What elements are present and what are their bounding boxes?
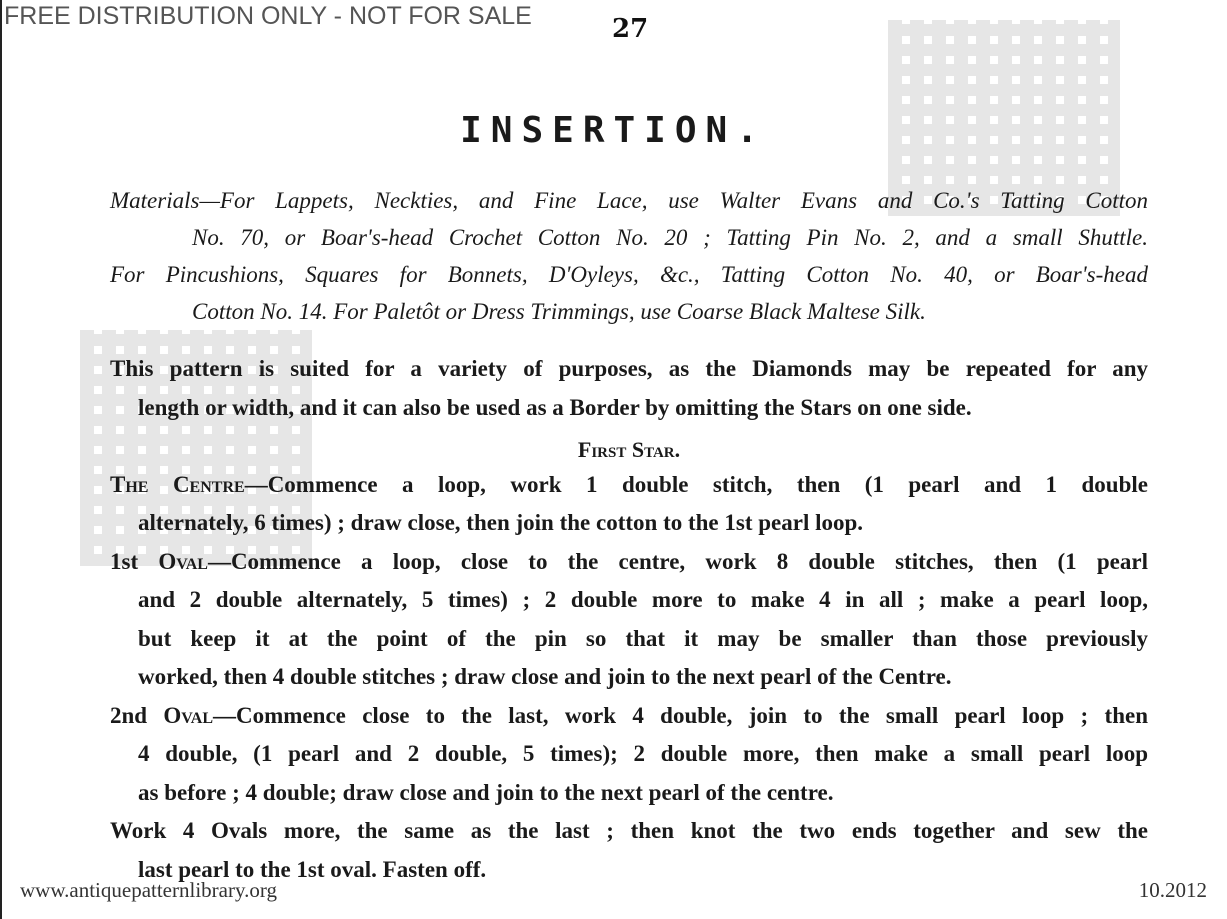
instructions-body	[110, 350, 1148, 889]
oval1-paragraph	[110, 543, 1148, 697]
text-line	[110, 543, 1148, 582]
oval2-label: Oval	[163, 702, 214, 728]
text-line: 4 double, (1 pearl and 2 double, 5 times); 2 double more, then make a small pearl loop	[138, 741, 1148, 766]
footer-date: 10.2012	[1138, 878, 1207, 902]
materials-block	[110, 182, 1148, 330]
oval1-label: Oval	[158, 548, 208, 574]
footer-url: www.antiquepatternlibrary.org	[20, 878, 277, 902]
distribution-watermark: FREE DISTRIBUTION ONLY - NOT FOR SALE	[4, 2, 532, 30]
text-line: alternately, 6 times) ; draw close, then join the cotton to the 1st pearl loop.	[138, 510, 864, 535]
text-line: worked, then 4 double stitches ; draw close and join to the next pearl of the Centre.	[138, 664, 952, 689]
text-line: length or width, and it can also be used as a Border by omitting the Stars on one side.	[138, 394, 972, 420]
text-line	[110, 466, 1148, 505]
text-line: This pattern is suited for a variety of purposes, as the Diamonds may be repeated for any	[110, 356, 1148, 381]
oval2-text: —Commence close to the last, work 4 double, join to the small pearl loop ; then	[213, 702, 1148, 728]
materials-line: Materials—For Lappets, Neckties, and Fine Lace, use Walter Evans and Co.'s Tatting Cotton	[110, 188, 1148, 213]
centre-paragraph	[110, 466, 1148, 543]
text-line: last pearl to the 1st oval. Fasten off.	[138, 856, 487, 882]
oval1-text: —Commence a loop, close to the centre, work 8 double stitches, then (1 pearl	[207, 548, 1148, 574]
page-number: 27	[612, 14, 649, 44]
text-line: and 2 double alternately, 5 times) ; 2 double more to make 4 in all ; make a pearl loop,	[138, 587, 1148, 612]
oval1-prefix: 1st	[110, 548, 159, 574]
text-line	[110, 697, 1148, 736]
centre-text: —Commence a loop, work 1 double stitch, then (1 pearl and 1 double	[244, 471, 1148, 497]
text-line: as before ; 4 double; draw close and join to the next pearl of the centre.	[138, 779, 834, 805]
materials-line: No. 70, or Boar's-head Crochet Cotton No. 20 ; Tatting Pin No. 2, and a small Shuttle.	[192, 225, 1148, 250]
oval2-paragraph	[110, 697, 1148, 813]
page-title: INSERTION.	[460, 110, 767, 151]
oval2-prefix: 2nd	[110, 702, 164, 728]
intro-paragraph	[110, 350, 1148, 427]
text-line: but keep it at the point of the pin so that it may be smaller than those previously	[138, 625, 1148, 651]
centre-label: The Centre	[110, 471, 245, 497]
text-line: Work 4 Ovals more, the same as the last ; then knot the two ends together and sew the	[110, 818, 1148, 843]
first-star-heading: First Star.	[577, 437, 681, 462]
materials-line: For Pincushions, Squares for Bonnets, D'Oyleys, &c., Tatting Cotton No. 40, or Boar's-head	[110, 262, 1148, 287]
materials-line: Cotton No. 14. For Paletôt or Dress Trimmings, use Coarse Black Maltese Silk.	[192, 299, 926, 324]
